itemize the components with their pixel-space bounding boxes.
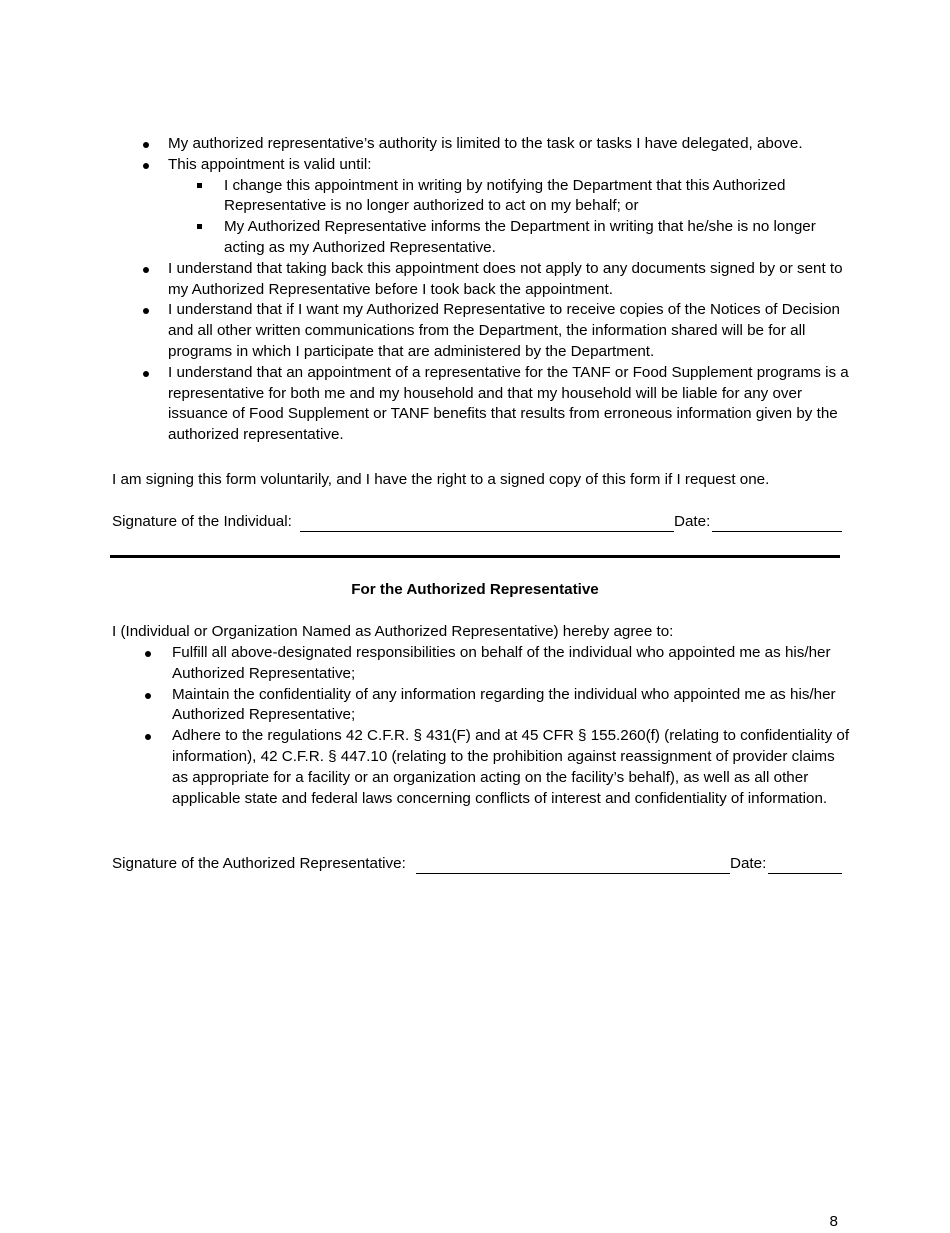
individual-signature-label: Signature of the Individual: xyxy=(112,513,292,530)
individual-terms-list xyxy=(0,134,950,446)
sub-list-item-text: My Authorized Representative informs the Department in writing that he/she is no longer acting as my Authorized Representative. xyxy=(224,218,816,256)
bullet-icon xyxy=(143,308,149,314)
page-number: 8 xyxy=(829,1213,838,1230)
list-item xyxy=(0,643,950,685)
bullet-icon xyxy=(143,163,149,169)
voluntary-statement: I am signing this form voluntarily, and I have the right to a signed copy of this form if I request one. xyxy=(112,471,770,488)
sub-list-item xyxy=(0,176,950,218)
individual-signature-field[interactable] xyxy=(300,530,674,532)
sub-list-item xyxy=(0,217,950,259)
bullet-icon xyxy=(143,371,149,377)
list-item xyxy=(0,300,950,362)
sub-list-item-text: I change this appointment in writing by notifying the Department that this Authorized Representative is no longer authorized to act on my behalf; or xyxy=(224,176,786,215)
representative-date-field[interactable] xyxy=(768,872,842,874)
list-item xyxy=(0,134,950,155)
list-item xyxy=(0,155,950,176)
list-item-text: My authorized representative’s authority is limited to the task or tasks I have delegated, above. xyxy=(168,135,803,152)
representative-intro: I (Individual or Organization Named as Authorized Representative) hereby agree to: xyxy=(112,623,674,640)
list-item-text: I understand that if I want my Authorized Representative to receive copies of the Notices of Decision and all other written communications from the Department, the information shared will be for all programs in which I participate that are administered by the Department. xyxy=(168,301,840,360)
bullet-icon xyxy=(145,693,151,699)
square-bullet-icon xyxy=(197,224,202,229)
list-item-text: I understand that an appointment of a representative for the TANF or Food Supplement programs is a representative for both me and my household and that my household will be liable for any over issuance of Food Supplement or TANF benefits that results from erroneous information given by the authorized representative. xyxy=(168,363,849,444)
square-bullet-icon xyxy=(197,183,202,188)
list-item-text: Fulfill all above-designated responsibilities on behalf of the individual who appointed me as his/her Authorized Representative; xyxy=(172,644,831,682)
bullet-icon xyxy=(143,142,149,148)
bullet-icon xyxy=(145,734,151,740)
list-item xyxy=(0,363,950,446)
list-item-text: Maintain the confidentiality of any information regarding the individual who appointed me as his/her Authorized Representative; xyxy=(172,685,836,724)
individual-date-label: Date: xyxy=(674,513,711,530)
representative-signature-field[interactable] xyxy=(416,872,730,874)
individual-date-field[interactable] xyxy=(712,530,842,532)
section-divider xyxy=(110,555,840,558)
representative-agreement-list xyxy=(0,643,950,809)
list-item-text: I understand that taking back this appointment does not apply to any documents signed by or sent to my Authorized Representative before I took back the appointment. xyxy=(168,259,843,298)
list-item xyxy=(0,259,950,301)
list-item xyxy=(0,685,950,727)
list-item-text: This appointment is valid until: xyxy=(168,155,372,173)
list-item-text: Adhere to the regulations 42 C.F.R. § 431(F) and at 45 CFR § 155.260(f) (relating to confidentiality of information), 42 C.F.R. § 447.10 (relating to the prohibition against reassignment of provider claims as appropriate for a facility or an organization acting on the facility’s behalf), as well as all other applicable state and federal laws concerning conflicts of interest and confidentiality of information. xyxy=(172,727,850,807)
bullet-icon xyxy=(145,651,151,657)
bullet-icon xyxy=(143,267,149,273)
list-item xyxy=(0,726,950,809)
representative-signature-label: Signature of the Authorized Representative: xyxy=(112,855,406,872)
representative-heading: For the Authorized Representative xyxy=(351,581,599,598)
representative-date-label: Date: xyxy=(730,855,767,872)
